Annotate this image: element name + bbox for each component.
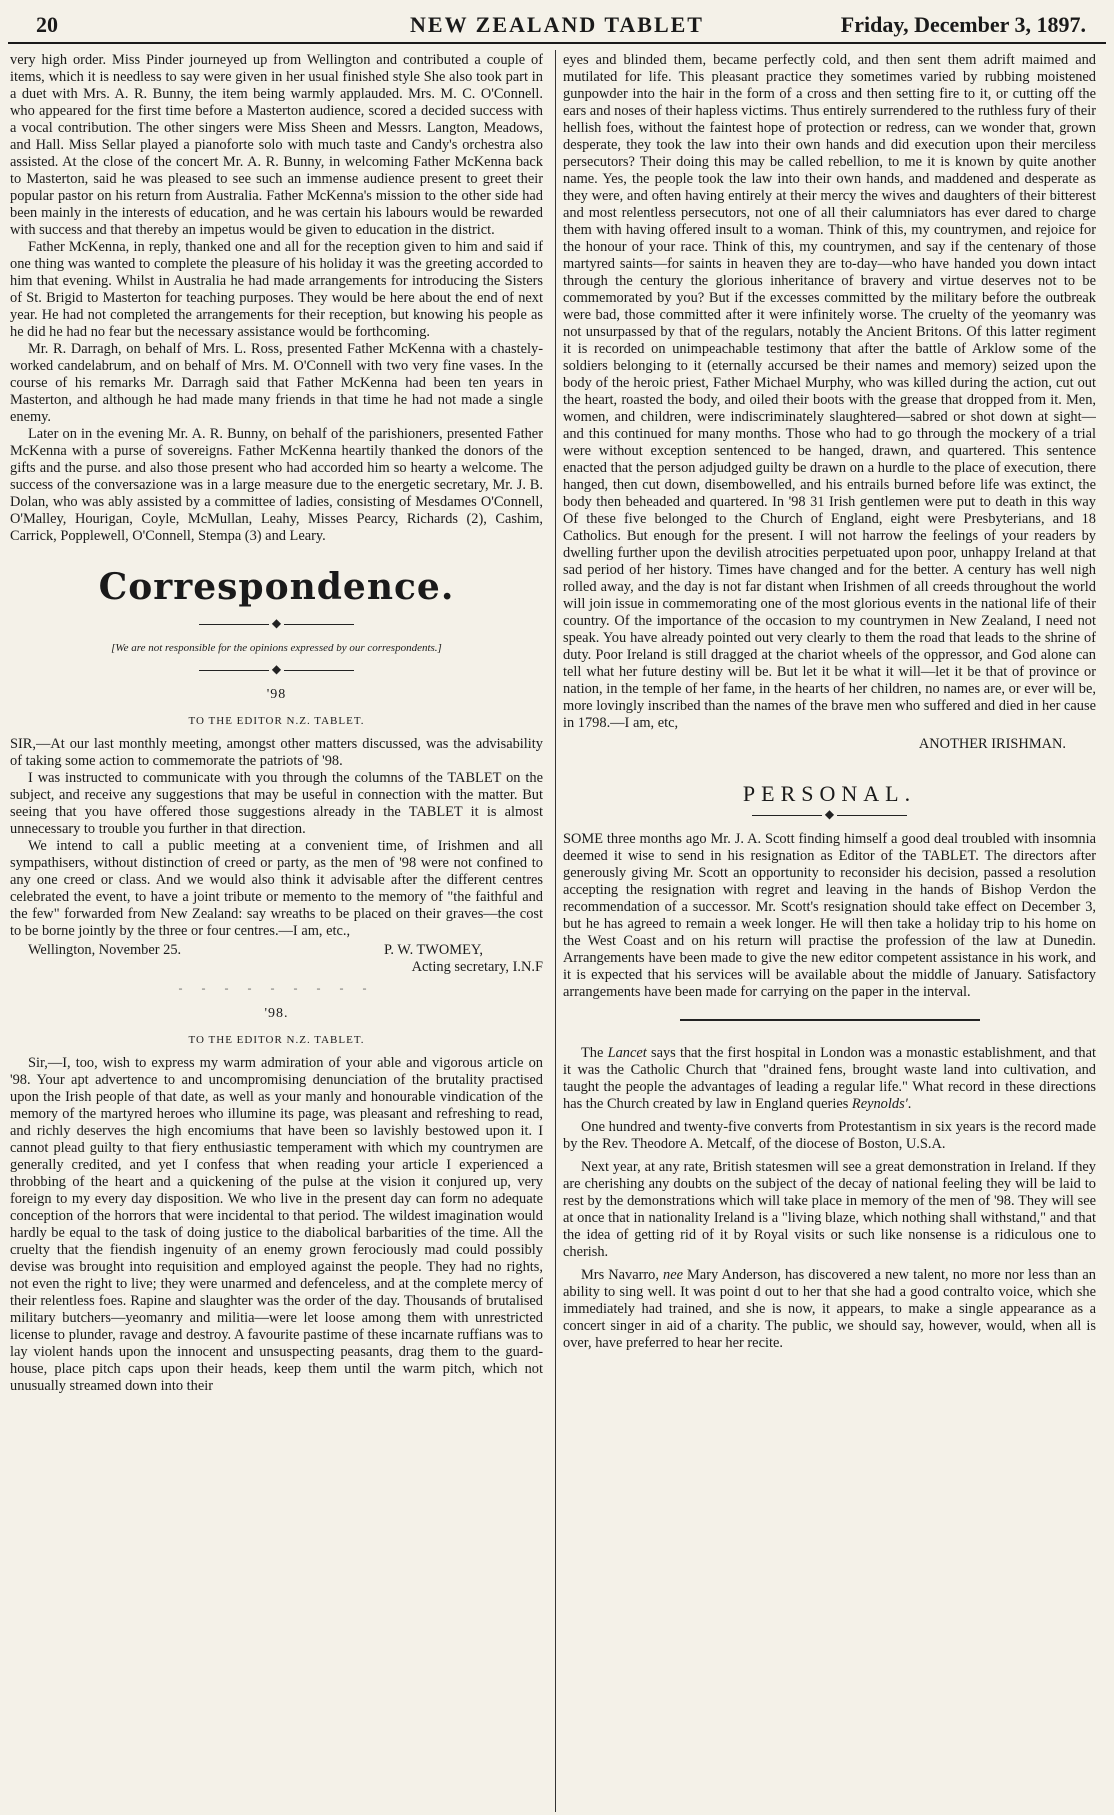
letter-heading: '98	[266, 687, 287, 702]
correspondence-disclaimer: [We are not responsible for the opinions expressed by our correspondents.]	[111, 642, 442, 654]
letter-paragraph: Sir,—I, too, wish to express my warm admiration of your able and vigorous article on '98. Your apt advertence to and uncompromising denunciation of the brutality practised upon the Irish people of that date, as well as your manly and honourable vindication of the memory of the martyred heroes who illumine its page, was pleasant and refreshing to read, and richly deserves the high encomiums that have been so lavishly bestowed upon it. I cannot plead guilty to that fiery enthusiastic temperament with which my countrymen are generally credited, and yet I confess that when reading your article I experienced a throbbing of the heart and a quickening of the pulse at the vision it conjured up, very foreign to my every day disposition. We who live in the present day can form no adequate conception of the horrors that were incidental to that period. The wildest imagination would hardly be equal to the task of doing justice to the diabolical barbarities of the time. All the cruelty that the fiendish ingenuity of an enemy grown ferociously mad could possibly devise was brought into requisition and employed against the people. They had no rights, not even the right to live; they were unarmed and defenceless, and at the complete mercy of their relentless foes. Rapine and slaughter was the order of the day. Thousands of brutalised military butchers—yeomanry and militia—were let loose among them with unrestricted license to plunder, ravage and destroy. A favourite pastime of these incarnate ruffians was to lay violent hands upon the innocent and unsuspecting peasants, drag them to the guard-house, place pitch caps upon their heads, keep them until the warm pitch, which not unusually streamed down into their	[10, 1055, 543, 1394]
letter-paragraph: SIR,—At our last monthly meeting, amongst other matters discussed, was the advisability of taking some action to commemorate the patriots of '98.	[10, 736, 543, 769]
letter-heading: '98.	[264, 1006, 289, 1021]
column-divider	[555, 50, 556, 1812]
publication-title: NEW ZEALAND TABLET	[410, 12, 704, 37]
left-column	[10, 52, 543, 1812]
letter-paragraph: I was instructed to communicate with you through the columns of the TABLET on the subject, and receive any suggestions that may be useful in connection with the matter. But seeing that you have offered those suggestions already in the TABLET it is almost unnecessary to trouble you further in that direction.	[10, 770, 543, 837]
demonstration-paragraph: Next year, at any rate, British statesmen will see a great demonstration in Ireland. If they are cherishing any doubts on the subject of the decay of national feeling they will be laid to rest by the demonstrations which will take place in memory of the men of '98. They will see at once that in nationality Ireland is a "living blaze, which nothing shall withstand," and that the idea of getting rid of it by Royal visits or such like nonsense is a ridiculous one to cherish.	[563, 1159, 1096, 1260]
presentation-paragraph: Mr. R. Darragh, on behalf of Mrs. L. Ross, presented Father McKenna with a chastely-worked candelabrum, and on behalf of Mrs. M. O'Connell with two very fine vases. In the course of his remarks Mr. Darragh said that Father McKenna had been ten years in Masterton, and although he had made many friends in that time he had not made a single enemy.	[10, 341, 543, 425]
letter-salutation-line: TO THE EDITOR N.Z. TABLET.	[188, 1034, 365, 1046]
letter-continuation-paragraph: eyes and blinded them, became perfectly cold, and then sent them adrift maimed and mutilated for life. This pleasant practice they sometimes varied by rubbing moistened gunpowder into the hair in the form of a cross and then setting fire to it, or cutting off the ears and noses of their hapless victims. Thus entirely surrendered to the ruthless fury of their hellish foes, without the faintest hope of protection or redress, can we wonder that, grown desperate, they took the law into their own hands and did execution upon their merciless persecutors? Their doing this may be called rebellion, to me it is known by quite another name. Yes, the people took the law into their own hands, and maddened and desperate as they were, and often having entirely at their mercy the wives and daughters of their bitterest and most relentless persecutors, not one of all their calumniators has ever dared to charge them with having offered insult to a woman. Think of this, my countrymen, and rejoice for the honour of your race. Think of this, my countrymen, and say if the centenary of those martyred saints—for saints in heaven they are to-day—who have handed you down intact through the century the glorious inheritance of bravery and virtue deserves not to be commemorated by you? But if the excesses committed by the military before the outbreak were bad, those committed after it were infinitely worse. The cruelty of the yeomanry was not unsurpassed by that of the regulars, notably the Ancient Britons. Of this latter regiment it is recorded on unimpeachable testimony that after the battle of Arklow some of the soldiers belonging to it (eternally accursed be their names and memory) seized upon the body of the heroic priest, Father Michael Murphy, who was killed during the action, cut out the heart, roasted the body, and oiled their boots with the grease that dropped from it. Men, women, and children, were indiscriminately slaughtered—sabred or shot down at sight—and this continued for many months. Those who had to go through the mockery of a trial were without exception sentenced to be hanged, drawn, and quartered. This sentence enacted that the person adjudged guilty be drawn on a hurdle to the place of execution, there hanged, then cut down, disembowelled, and his entrails burned before life was extinct, the body then beheaded and quartered. In '98 31 Irish gentlemen were put to death in this way Of these five belonged to the Church of England, eight were Presbyterians, and 18 Catholics. But enough for the present. I will not harrow the feelings of your readers by dwelling further upon the devilish atrocities perpetuated upon poor, unhappy Ireland at that sad period of her history. Times have changed and for the better. A century has well nigh rolled away, and the day is not far distant when Irishmen of all creeds throughout the world will join issue in commemorating one of the most glorious events in the national life of their country. Of the importance of the occasion to my countrymen in New Zealand, I need not speak. You have already pointed out very clearly to them the road that leads to the shrine of duty. Poor Ireland is still dragged at the chariot wheels of the oppressor, and God alone can tell what her future destiny will be. But let it be what it will—let it be that of province or nation, in the temple of her fame, in the hearts of her children, no names are, or ever will be, more lovingly inscribed than the names of the brave men who suffered and died in her cause in 1798.—I am, etc,	[563, 52, 1096, 731]
letter-signatory: P. W. TWOMEY,	[383, 942, 483, 958]
dotted-divider: - - - - - - - - -	[178, 981, 375, 995]
converts-paragraph: One hundred and twenty-five converts from Protestantism in six years is the record made by the Rev. Theodore A. Metcalf, of the diocese of Boston, U.S.A.	[563, 1119, 1096, 1152]
right-column	[563, 52, 1096, 1812]
reply-paragraph: Father McKenna, in reply, thanked one and all for the reception given to him and said if one thing was wanted to complete the pleasure of his holiday it was the greeting accorded to him that evening. Whilst in Australia he had made arrangements for introducing the Sisters of St. Brigid to Masterton for teaching purposes. They would be here about the end of next year. He had not completed the arrangements for their reception, but knowing his people as he did he had no fear but the necessary assistance would be forthcoming.	[10, 239, 543, 340]
letter-signature: ANOTHER IRISHMAN.	[918, 736, 1066, 752]
page-number: 20	[36, 12, 58, 37]
issue-date: Friday, December 3, 1897.	[840, 12, 1086, 37]
letter-place-date: Wellington, November 25.	[28, 942, 182, 958]
ornament-divider: ◆	[563, 806, 1096, 823]
letter-paragraph: We intend to call a public meeting at a convenient time, of Irishmen and all sympathisers, without distinction of creed or party, as the men of '98 were not confined to any one creed or class. And we would also think it advisable after the different centres celebrated the event, to have a joint tribute or memento to the memory of "the faithful and the few" forwarded from New Zealand: say wreaths to be placed on their graves—the cost to be borne jointly by the three or four centres.—I am, etc.,	[10, 838, 543, 939]
ornament-divider: ◆	[10, 661, 543, 678]
letter-salutation-line: TO THE EDITOR N.Z. TABLET.	[188, 715, 365, 727]
concert-report-paragraph: very high order. Miss Pinder journeyed up from Wellington and contributed a couple of items, which it is needless to say were given in her usual finished style She also took part in a duet with Mrs. A. R. Bunny, the item being warmly applauded. Mrs. M. C. O'Connell. who appeared for the first time before a Masterton audience, scored a decided success with a vocal contribution. The other singers were Miss Sheen and Messrs. Langton, Meadows, and Hall. Miss Sellar played a pianoforte solo with much taste and Candy's orchestra also assisted. At the close of the concert Mr. A. R. Bunny, in welcoming Father McKenna back to Masterton, said he was pleased to see such an immense audience present to greet their popular pastor on his return from Australia. Father McKenna's mission to the other side had been mainly in the interests of education, and he was certain his labours would be rewarded with success and that thereby an impetus would be given to education in the district.	[10, 52, 543, 238]
letter-signatory-title: Acting secretary, I.N.F	[411, 959, 543, 975]
lancet-paragraph: The Lancet says that the first hospital in London was a monastic establishment, and that it was the Catholic Church that "drained fens, brought waste land into cultivation, and taught the people the advantages of leading a regular life." What record in these directions has the Church created by law in England queries Reynolds'.	[563, 1045, 1096, 1112]
personal-heading: PERSONAL.	[742, 781, 917, 806]
section-divider	[680, 1019, 980, 1021]
correspondence-heading: Correspondence.	[98, 566, 455, 608]
letter-signature-block	[10, 942, 543, 959]
navarro-paragraph: Mrs Navarro, nee Mary Anderson, has discovered a new talent, no more nor less than an ability to sing well. It was point d out to her that she had a good contralto voice, which she immediately had trained, and she is now, it appears, to make a single appearance as a concert singer in aid of a charity. The public, we should say, however, would, when all is over, have preferred to hear her recite.	[563, 1267, 1096, 1351]
page-header	[8, 6, 1106, 44]
ornament-divider: ◆	[10, 615, 543, 632]
purse-paragraph: Later on in the evening Mr. A. R. Bunny, on behalf of the parishioners, presented Father McKenna with a purse of sovereigns. Father McKenna heartily thanked the donors of the gifts and the purse. and also those present who had accorded him so hearty a welcome. The success of the conversazione was in a large measure due to the energetic secretary, Mr. J. B. Dolan, who was ably assisted by a committee of ladies, consisting of Mesdames O'Connell, O'Malley, Hourigan, Coyle, McMullan, Leahy, Misses Pearcy, Richards (2), Cashim, Carrick, Popplewell, O'Connell, Stempa (3) and Leary.	[10, 426, 543, 544]
personal-paragraph: SOME three months ago Mr. J. A. Scott finding himself a good deal troubled with insomnia deemed it wise to send in his resignation as Editor of the TABLET. The directors after generously giving Mr. Scott an opportunity to reconsider his decision, passed a resolution accepting the resignation with regret and leaving in the hands of Bishop Verdon the recommendation of a successor. Mr. Scott's resignation should take effect on December 3, but he has agreed to remain a week longer. He will then take a holiday trip to his home on the West Coast and on his return will practise the profession of the law at Dunedin. Arrangements have been made to give the new editor competent assistance in his work, and it is expected that his services will be available about the middle of January. Satisfactory arrangements have been made for carrying on the paper in the interval.	[563, 831, 1096, 1000]
